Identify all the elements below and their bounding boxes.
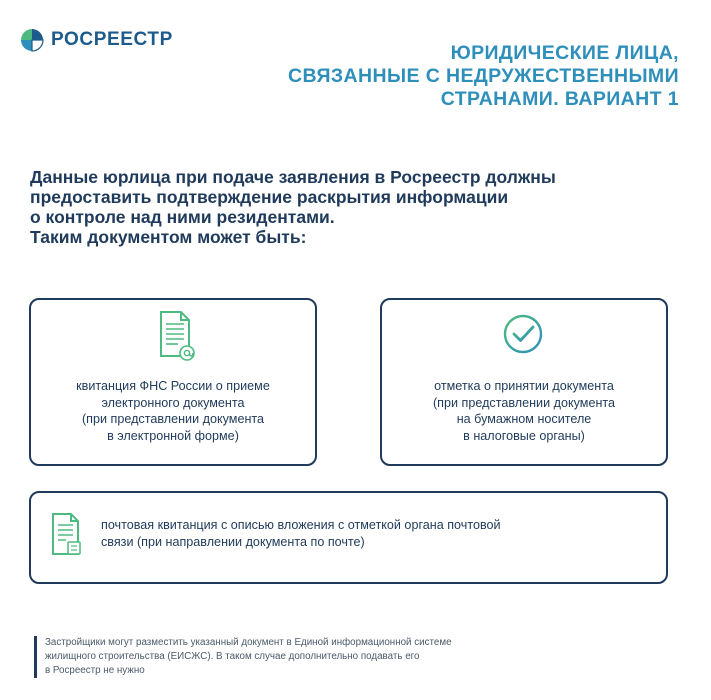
footnote [34, 636, 452, 678]
brand-name: РОСРЕЕСТР [51, 29, 173, 50]
intro-line: предоставить подтверждение раскрытия информации [30, 187, 509, 207]
heading-line: СТРАНАМИ. ВАРИАНТ 1 [440, 88, 679, 110]
intro-line: Данные юрлица при подаче заявления в Росреестр должны [30, 167, 556, 187]
card-description [31, 378, 315, 444]
logo [20, 28, 173, 52]
document-option-card-tax-mark [380, 298, 668, 466]
page-heading [288, 42, 679, 111]
card-text-line: (при представлении документа [81, 412, 265, 426]
card-description [382, 378, 666, 444]
footnote-line: Застройщики могут разместить указанный документ в Единой информационной системе [45, 637, 452, 648]
card-text-line: связи (при направлении документа по почте) [101, 534, 365, 549]
card-text-line: отметка о принятии документа [434, 379, 614, 393]
intro-line: о контроле над ними резидентами. [30, 207, 335, 227]
card-description [101, 517, 501, 550]
document-option-card-fns [29, 298, 317, 466]
electronic-document-icon [157, 310, 197, 362]
heading-line: ЮРИДИЧЕСКИЕ ЛИЦА, [450, 42, 679, 64]
heading-line: СВЯЗАННЫЕ С НЕДРУЖЕСТВЕННЫМИ [288, 65, 679, 87]
checkmark-circle-icon [499, 310, 547, 358]
card-text-line: (при представлении документа [432, 395, 616, 410]
postal-document-icon [50, 512, 84, 558]
document-option-card-postal [29, 491, 668, 584]
card-text-line: электронного документа [101, 395, 245, 410]
footnote-line: жилищного строительства (ЕИСЖС). В таком случае дополнительно подавать его [45, 651, 420, 662]
card-text-line: на бумажном носителе [456, 412, 592, 426]
card-text-line: квитанция ФНС России о приеме [76, 379, 270, 393]
rosreestr-logo-icon [20, 28, 44, 52]
card-text-line: в электронной форме) [107, 428, 239, 443]
intro-line: Таким документом может быть: [30, 227, 307, 247]
card-text-line: почтовая квитанция с описью вложения с отметкой органа почтовой [101, 518, 501, 532]
intro-text [30, 167, 690, 247]
card-text-line: в налоговые органы) [463, 428, 585, 443]
footnote-line: в Росреестр не нужно [45, 665, 145, 676]
